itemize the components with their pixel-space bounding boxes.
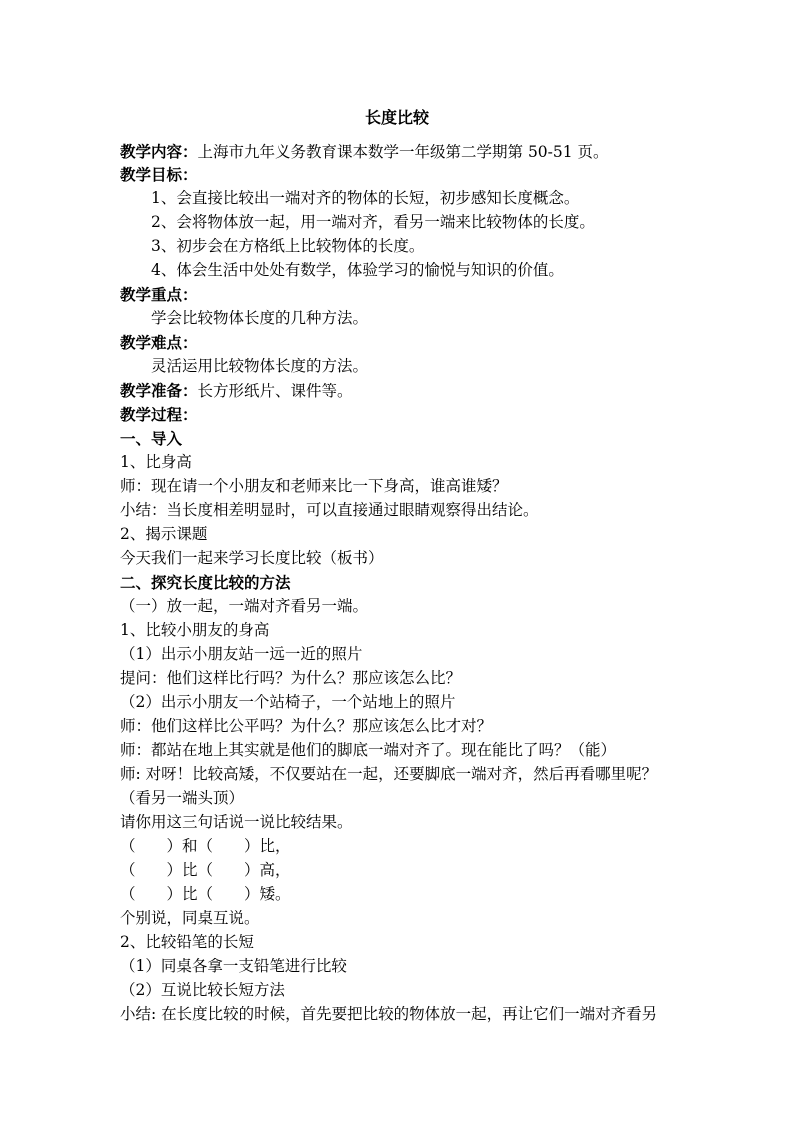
text-line: 师: 对呀！比较高矮，不仅要站在一起，还要脚底一端对齐，然后再看哪里呢？ <box>120 765 658 783</box>
text-line: （2）互说比较长短方法 <box>120 981 285 999</box>
text-line: 小结：当长度相差明显时，可以直接通过眼睛观察得出结论。 <box>120 501 539 519</box>
text-line: 请你用这三句话说一说比较结果。 <box>120 813 353 831</box>
page-title: 长度比较 <box>364 108 429 127</box>
text-line: 1、比较小朋友的身高 <box>120 621 270 639</box>
text-line: （2）出示小朋友一个站椅子，一个站地上的照片 <box>120 693 456 711</box>
difficulty-text: 灵活运用比较物体长度的方法。 <box>151 357 369 375</box>
text-line: （1）同桌各拿一支铅笔进行比较 <box>120 957 347 975</box>
text-line: 师：都站在地上其实就是他们的脚底一端对齐了。现在能比了吗？（能） <box>120 741 617 759</box>
text-line: 提问：他们这样比行吗？为什么？那应该怎么比？ <box>120 669 462 687</box>
process-label: 教学过程： <box>120 405 198 424</box>
section-heading-2: 二、探究长度比较的方法 <box>120 573 291 592</box>
text-line: 2、比较铅笔的长短 <box>120 933 254 951</box>
goals-label: 教学目标： <box>120 165 198 184</box>
text-line: 今天我们一起来学习长度比较（板书） <box>120 549 384 567</box>
section-heading-1: 一、导入 <box>120 429 183 448</box>
difficulty-label: 教学难点： <box>120 333 198 352</box>
text-line: 师：现在请一个小朋友和老师来比一下身高，谁高谁矮？ <box>120 477 508 495</box>
text-line: 小结: 在长度比较的时候，首先要把比较的物体放一起，再让它们一端对齐看另 <box>120 1005 658 1023</box>
text-line: （ ）比（ ）矮。 <box>120 885 291 903</box>
key-label: 教学重点： <box>120 285 198 304</box>
key-text: 学会比较物体长度的几种方法。 <box>151 309 369 327</box>
prep-text: 长方形纸片、课件等。 <box>197 382 353 400</box>
content-label: 教学内容： <box>120 142 198 161</box>
text-line: 1、比身高 <box>120 453 192 471</box>
text-line: 个别说，同桌互说。 <box>120 909 260 927</box>
text-line: （一）放一起，一端对齐看另一端。 <box>120 597 369 615</box>
goal-item-3: 3、初步会在方格纸上比较物体的长度。 <box>151 237 425 255</box>
goal-item-4: 4、体会生活中处处有数学，体验学习的愉悦与知识的价值。 <box>151 261 564 279</box>
text-line: 2、揭示课题 <box>120 525 208 543</box>
prep-line <box>120 379 353 403</box>
content-line <box>120 140 609 164</box>
content-text: 上海市九年义务教育课本数学一年级第二学期第 50-51 页。 <box>197 143 609 161</box>
goal-item-2: 2、会将物体放一起，用一端对齐，看另一端来比较物体的长度。 <box>151 213 595 231</box>
prep-label: 教学准备： <box>120 381 198 400</box>
goal-item-1: 1、会直接比较出一端对齐的物体的长短，初步感知长度概念。 <box>151 189 580 207</box>
text-line: （看另一端头顶） <box>120 789 245 807</box>
text-line: （1）出示小朋友站一远一近的照片 <box>120 645 363 663</box>
text-line: （ ）比（ ）高， <box>120 861 291 879</box>
text-line: （ ）和（ ）比， <box>120 837 291 855</box>
text-line: 师：他们这样比公平吗？为什么？那应该怎么比才对？ <box>120 717 493 735</box>
